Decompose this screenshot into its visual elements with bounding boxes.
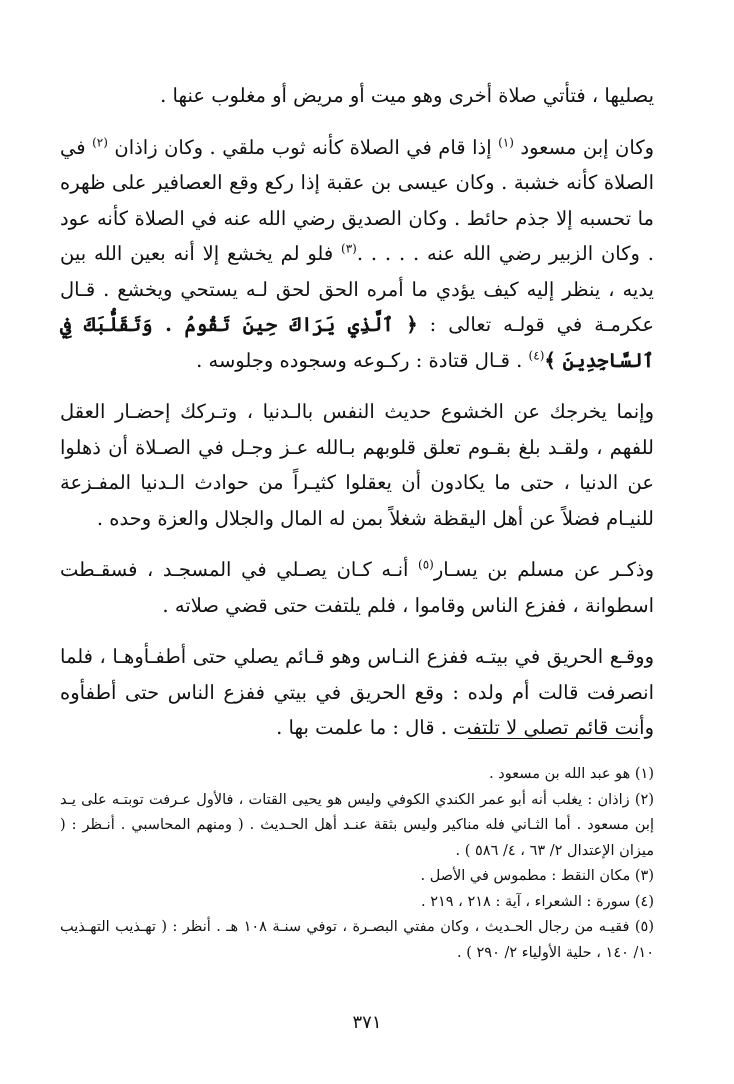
paragraph-2-part-e: . قـال قتادة : ركـوعه وسجوده وجلوسه . xyxy=(196,348,529,372)
paragraph-4-part-a: وذكـر عن مسلم بن يسـار xyxy=(433,558,654,581)
footnote-3: (٣) مكان النقط : مطموس في الأصل . xyxy=(420,868,654,884)
main-text xyxy=(60,78,654,746)
paragraph-2-part-b: إذا قام في الصلاة كأنه ثوب ملقي . وكان زاذان xyxy=(114,135,499,159)
paragraph-4 xyxy=(60,552,654,623)
footnote-2: (٢) زاذان : يغلب أنه أبو عمر الكندي الكوفي وليس هو يحيى القتات ، فالأول عـرفت توبتـه على يـد إبن مسعود . أما الثـاني فله مناكير وليس بثقة عنـد أهل الحـديث . ( ومنهم المحاسبي . أنـظر : ( ميزان الإعتدال ٢/ ٦٣ ، ٤/ ٥٨٦ ) . xyxy=(60,791,654,859)
paragraph-3: وإنما يخرجك عن الخشوع حديث النفس بالـدنيا ، وتـركك إحضـار العقل للفهم ، ولقـد بلغ بقـوم تعلق قلوبهم بـالله عـز وجـل في الصـلاة أن ذهلوا عن الدنيا ، حتى ما يكادون أن يعقلوا كثيـراً من حوادث الـدنيا المفـزعة للنيـام فضلاً عن أهل اليقظة شغلاً بمن له المال والجلال والعزة وحده . xyxy=(60,400,654,530)
footnote-ref-5: (٥) xyxy=(418,557,434,572)
footnote-1: (١) هو عبد الله بن مسعود . xyxy=(489,766,654,782)
paragraph-2-part-c: في الصلاة كأنه خشبة . وكان عيسى بن عقبة إذا ركع وقع العصافير على ظهره ما تحسبه إلا جذم حائط . وكان الصديق رضي الله عنه في الصلاة كأنه عود . وكان الزبير رضي الله عنه . . . . . xyxy=(60,135,654,265)
footnote-4: (٤) سورة : الشعراء ، آية : ٢١٨ ، ٢١٩ . xyxy=(420,893,654,910)
footnote-ref-4: (٤) xyxy=(528,348,545,362)
paragraph-4-part-b: أنـه كـان يصـلي في المسجـد ، فسقـطت اسطوانة ، ففزع الناس وقاموا ، فلم يلتفت حتى قضي صلاته . xyxy=(60,558,654,617)
quran-verse: ﴿ ٱلَّذِي يَرَاكَ حِينَ تَقُومُ . وَتَقَلُّبَكَ فِي ٱلسَّاجِدِينَ ﴾ xyxy=(60,313,654,372)
paragraph-1: يصليها ، فتأتي صلاة أخرى وهو ميت أو مريض أو مغلوب عنها . xyxy=(160,84,654,107)
page-number: ٣٧١ xyxy=(352,1012,382,1033)
footnote-ref-3: (٣) xyxy=(341,241,357,256)
paragraph-5: ووقـع الحريق في بيتـه ففزع النـاس وهو قـائم يصلي حتى أطفـأوهـا ، فلما انصرفت قالت أم ولده : وقع الحريق في بيتي ففزع الناس حتى أطفأوه وأنت قائم تصلي لا تلتفت . قال : ما علمت بها . xyxy=(60,645,654,739)
footnotes xyxy=(60,762,654,966)
footnote-divider xyxy=(468,738,640,739)
paragraph-2-part-d: فلو لم يخشع إلا أنه بعين الله بين يديه ، ينظر إليه كيف يؤدي ما أمره الحق لحق لـه يستحي ويخشع . قـال عكرمـة في قولـه تعالى : xyxy=(60,242,655,336)
footnote-ref-1: (١) xyxy=(498,135,514,149)
footnote-5: (٥) فقيـه من رجال الحـديث ، وكان مفتي البصـرة ، توفي سنـة ١٠٨ هـ . أنظر : ( تهـذيب التهـذيب ١٠/ ١٤٠ ، حلية الأولياء ٢/ ٢٩٠ ) . xyxy=(60,919,654,961)
paragraph-2 xyxy=(60,130,654,379)
paragraph-2-part-a: وكان إبن مسعود xyxy=(520,135,655,159)
footnote-ref-2: (٢) xyxy=(92,135,108,149)
